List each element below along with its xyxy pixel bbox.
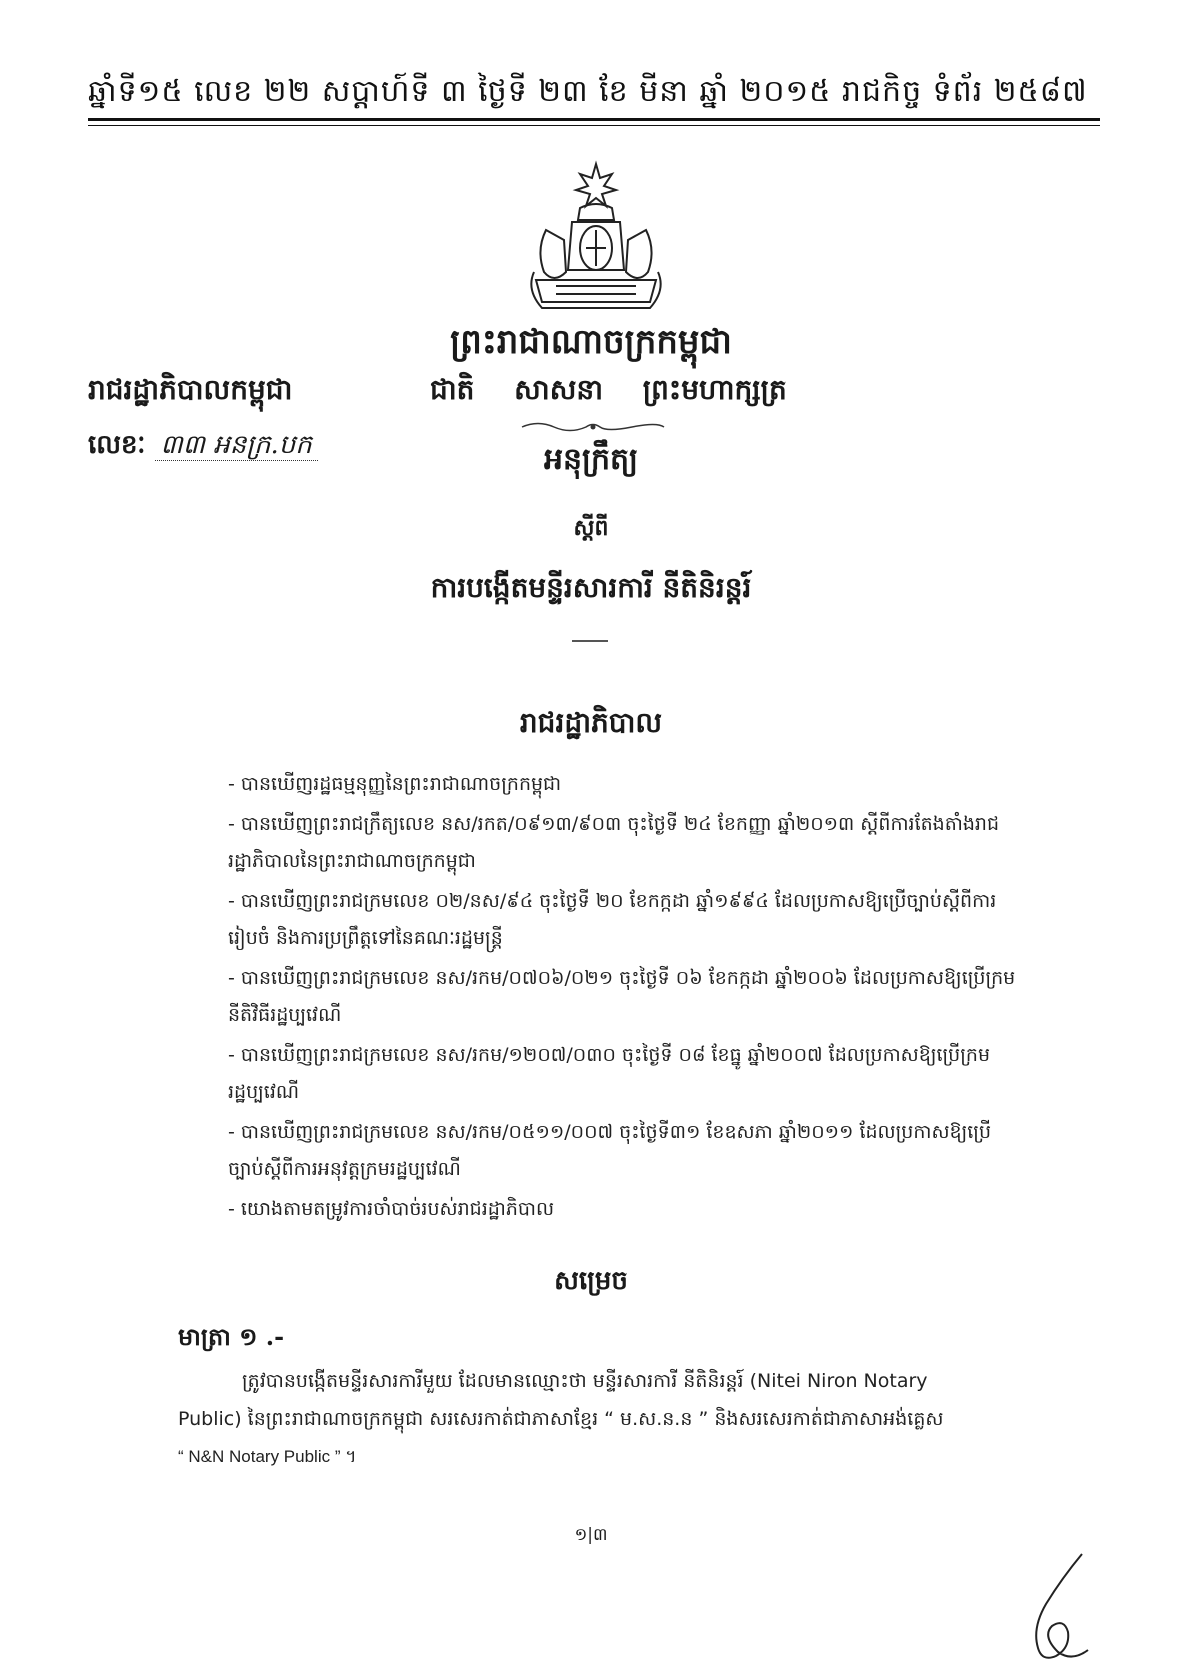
decree-number-value: ៣៣ អនក្រ.បក (155, 430, 318, 461)
header-rule (88, 118, 1100, 121)
consideration-item: - បានឃើញព្រះរាជក្រមលេខ ០២/នស/៩៤ ចុះថ្ងៃទី ២០ ខែកក្កដា ឆ្នាំ១៩៩៤ ដែលប្រកាសឱ្យប្រើច្បាប់ស្តីពីការរៀបចំ និងការប្រព្រឹត្តទៅនៃគណៈរដ្ឋមន្ត្រី (228, 890, 997, 949)
consideration-item: - បានឃើញព្រះរាជក្រមលេខ នស/រកម/០៧០៦/០២១ ចុះថ្ងៃទី ០៦ ខែកក្កដា ឆ្នាំ២០០៦ ដែលប្រកាសឱ្យប្រើក្រមនីតិវិធីរដ្ឋប្បវេណី (228, 967, 1016, 1026)
considerations-list (228, 766, 1018, 1231)
signature-icon (1012, 1548, 1102, 1668)
decree-number-label: លេខៈ (88, 430, 146, 460)
ornament-divider-icon (518, 420, 668, 434)
about-label: ស្តីពី (573, 515, 609, 541)
document-type: អនុក្រឹត្យ (543, 442, 639, 477)
national-motto: ជាតិ សាសនា ព្រះមហាក្សត្រ (430, 373, 787, 406)
consideration-item: - បានឃើញព្រះរាជក្រមលេខ នស/រកម/០៥១១/០០៧ ចុះថ្ងៃទី៣១ ខែឧសភា ឆ្នាំ២០១១ ដែលប្រកាសឱ្យប្រើច្បាប់ស្តីពីការអនុវត្តក្រមរដ្ឋប្បវេណី (228, 1121, 992, 1180)
decision-heading: សម្រេច (554, 1266, 628, 1296)
article-1-body (178, 1362, 1018, 1476)
issuer-heading: រាជរដ្ឋាភិបាល (519, 706, 663, 739)
consideration-item: - បានឃើញព្រះរាជក្រឹត្យលេខ នស/រកត/០៩១៣/៩០៣ ចុះថ្ងៃទី ២៤ ខែកញ្ញា ឆ្នាំ២០១៣ ស្តីពីការតែងតាំងរាជរដ្ឋាភិបាលនៃព្រះរាជាណាចក្រកម្ពុជា (228, 813, 1000, 872)
kingdom-title: ព្រះរាជាណាចក្រកម្ពុជា (450, 322, 732, 362)
government-label: រាជរដ្ឋាភិបាលកម្ពុជា (88, 373, 293, 406)
consideration-item: - បានឃើញព្រះរាជក្រមលេខ នស/រកម/១២០៧/០៣០ ចុះថ្ងៃទី ០៨ ខែធ្នូ ឆ្នាំ២០០៧ ដែលប្រកាសឱ្យប្រើក្រមរដ្ឋប្បវេណី (228, 1044, 991, 1103)
consideration-item: - បានឃើញរដ្ឋធម្មនុញ្ញនៃព្រះរាជាណាចក្រកម្ពុជា (228, 773, 562, 795)
gazette-header: ឆ្នាំទី១៥ លេខ ២២ សប្តាហ៍ទី ៣ ថ្ងៃទី ២៣ ខែ មីនា ឆ្នាំ ២០១៥ រាជកិច្ច ទំព័រ ២៥៨៧ (88, 74, 1088, 109)
decree-subject: ការបង្កើតមន្ទីរសារការី នីតិនិរន្តរ៍ (430, 571, 752, 604)
article-1-line: ត្រូវបានបង្កើតមន្ទីរសារការីមួយ ដែលមានឈ្មោះថា មន្ទីរសារការី នីតិនិរន្តរ៍ (Nitei Niron Notary (242, 1370, 928, 1392)
header-rule-thin (88, 125, 1100, 126)
article-1-heading: មាត្រា ១ .- (178, 1322, 285, 1351)
consideration-item: - យោងតាមតម្រូវការចាំបាច់របស់រាជរដ្ឋាភិបាល (228, 1198, 555, 1220)
separator-dash (572, 640, 608, 642)
article-1-line: “ N&N Notary Public ” ។ (178, 1447, 357, 1466)
article-1-line: Public) នៃព្រះរាជាណាចក្រកម្ពុជា សរសេរកាត់ជាភាសាខ្មែរ “ ម.ស.ន.ន ” និងសរសេរកាត់ជាភាសាអង់គ្លេស (178, 1408, 944, 1430)
royal-coat-of-arms-icon (516, 160, 676, 320)
page-number: ១|៣ (574, 1525, 608, 1545)
